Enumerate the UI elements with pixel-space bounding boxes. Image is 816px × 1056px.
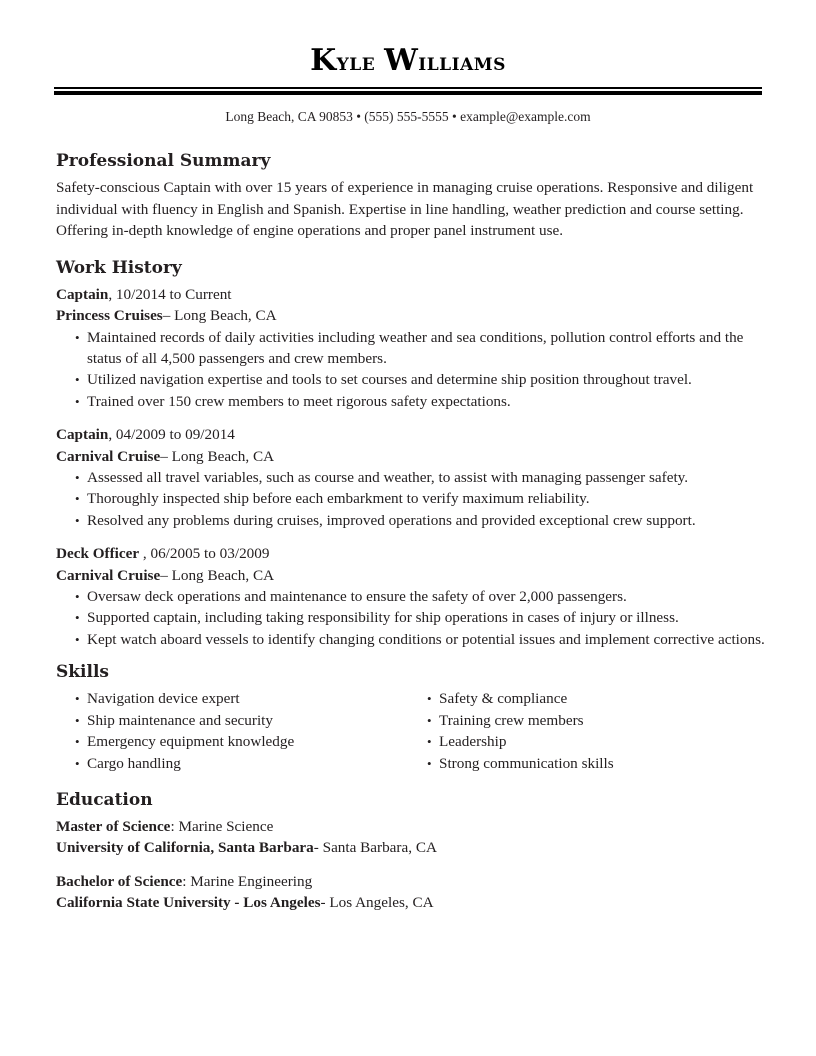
skill-item: [408, 710, 760, 731]
education-entry: [56, 871, 772, 914]
job-company: Princess Cruises: [56, 307, 163, 325]
job-company-line: [56, 565, 772, 586]
bullet-text: Utilized navigation expertise and tools to set courses and determine ship position throughout travel.: [87, 371, 692, 389]
skill-item: [56, 688, 408, 709]
skill-text: Safety & compliance: [439, 690, 568, 708]
skill-text: Emergency equipment knowledge: [87, 733, 295, 751]
section-title-summary: Professional Summary: [56, 151, 271, 171]
job-location: – Long Beach, CA: [160, 566, 275, 584]
bullet-icon: •: [75, 491, 80, 507]
bullet-icon: •: [75, 631, 80, 647]
job-entry: [56, 424, 772, 531]
job-entry: [56, 543, 772, 650]
job-title-line: [56, 543, 772, 564]
skill-item: [408, 753, 760, 774]
degree-name: Master of Science: [56, 817, 171, 835]
section-title-education: Education: [56, 789, 153, 810]
section-title-work-history: Work History: [56, 257, 182, 278]
school-line: [56, 892, 772, 913]
list-item: [56, 488, 772, 509]
resume-content: [56, 147, 772, 926]
job-location: – Long Beach, CA: [160, 447, 275, 465]
skill-item: [408, 688, 760, 709]
job-dates: , 04/2009 to 09/2014: [108, 426, 235, 444]
job-bullets: [56, 467, 772, 531]
job-bullets: [56, 586, 772, 650]
list-item: [56, 391, 772, 412]
job-company: Carnival Cruise: [56, 447, 161, 465]
job-dates: , 06/2005 to 03/2009: [139, 545, 270, 563]
school-name: University of California, Santa Barbara: [56, 839, 314, 857]
contact-line: Long Beach, CA 90853 • (555) 555-5555 • example@example.com: [225, 109, 591, 124]
bullet-text: Thoroughly inspected ship before each embarkment to verify maximum reliability.: [87, 490, 590, 508]
bullet-text: Trained over 150 crew members to meet rigorous safety expectations.: [87, 392, 511, 410]
skill-text: Navigation device expert: [87, 690, 240, 708]
name-initial-last: W: [384, 43, 419, 78]
skill-text: Cargo handling: [87, 754, 181, 772]
section-title-skills: Skills: [56, 662, 110, 683]
bullet-text: Supported captain, including taking responsibility for ship operations in cases of injury or illness.: [87, 609, 679, 627]
job-entry: [56, 284, 772, 412]
job-location: – Long Beach, CA: [162, 307, 277, 325]
bullet-icon: •: [75, 393, 80, 409]
education-section: [56, 786, 772, 914]
skill-text: Ship maintenance and security: [87, 711, 273, 729]
list-item: [56, 467, 772, 488]
job-role: Captain: [56, 426, 109, 444]
skill-text: Strong communication skills: [439, 754, 614, 772]
bullet-icon: •: [427, 734, 432, 750]
name-first-rest: yle: [336, 47, 376, 76]
bullet-icon: •: [75, 512, 80, 528]
summary-section: [56, 147, 772, 242]
bullet-text: Kept watch aboard vessels to identify changing conditions or potential issues and implement corrective actions.: [87, 630, 765, 648]
degree-line: [56, 871, 772, 892]
job-company: Carnival Cruise: [56, 566, 161, 584]
job-title-line: [56, 284, 772, 305]
skill-item: [56, 753, 408, 774]
job-role: Captain: [56, 285, 109, 303]
bullet-icon: •: [75, 329, 80, 345]
header-divider-thin: [54, 87, 762, 89]
bullet-icon: •: [427, 691, 432, 707]
list-item: [56, 629, 772, 650]
bullet-icon: •: [75, 755, 80, 771]
skills-column-right: [408, 688, 760, 774]
skill-text: Leadership: [439, 733, 507, 751]
job-dates: , 10/2014 to Current: [108, 285, 232, 303]
list-item: [56, 607, 772, 628]
bullet-icon: •: [75, 610, 80, 626]
bullet-icon: •: [427, 712, 432, 728]
skills-columns: [56, 688, 772, 774]
name-last-rest: illiams: [418, 47, 506, 76]
job-company-line: [56, 305, 772, 326]
education-entry: [56, 816, 772, 859]
school-line: [56, 837, 772, 858]
degree-field: : Marine Engineering: [182, 872, 313, 890]
bullet-text: Maintained records of daily activities including weather and sea conditions, pollution control efforts and the status of all 4,500 passengers and crew members.: [87, 328, 744, 367]
school-name: California State University - Los Angeles: [56, 894, 321, 912]
school-location: - Los Angeles, CA: [320, 894, 434, 912]
bullet-icon: •: [75, 734, 80, 750]
job-title-line: [56, 424, 772, 445]
skills-column-left: [56, 688, 408, 774]
list-item: [56, 327, 772, 370]
bullet-icon: •: [75, 691, 80, 707]
degree-name: Bachelor of Science: [56, 872, 183, 890]
header-divider-thick: [54, 91, 762, 95]
job-company-line: [56, 446, 772, 467]
list-item: [56, 510, 772, 531]
skill-item: [56, 731, 408, 752]
skill-text: Training crew members: [439, 711, 584, 729]
work-history-section: [56, 254, 772, 651]
candidate-name: [0, 43, 816, 78]
degree-line: [56, 816, 772, 837]
job-role: Deck Officer: [56, 545, 140, 563]
school-location: - Santa Barbara, CA: [313, 839, 437, 857]
summary-text: Safety-conscious Captain with over 15 years of experience in managing cruise operations. Responsive and diligent individual with fluency in English and Spanish. Expertise in line handling, weather prediction and course setting. Offering in-depth knowledge of engine operations and proper panel instrument use.: [56, 179, 754, 240]
bullet-icon: •: [75, 712, 80, 728]
skills-section: [56, 658, 772, 774]
bullet-icon: •: [75, 589, 80, 605]
bullet-text: Assessed all travel variables, such as course and weather, to assist with managing passenger safety.: [87, 469, 689, 487]
job-bullets: [56, 327, 772, 413]
bullet-icon: •: [75, 372, 80, 388]
degree-field: : Marine Science: [170, 817, 274, 835]
bullet-text: Oversaw deck operations and maintenance to ensure the safety of over 2,000 passengers.: [87, 588, 627, 606]
list-item: [56, 369, 772, 390]
name-initial-first: K: [310, 43, 337, 78]
list-item: [56, 586, 772, 607]
skill-item: [408, 731, 760, 752]
skill-item: [56, 710, 408, 731]
bullet-icon: •: [427, 755, 432, 771]
bullet-icon: •: [75, 470, 80, 486]
bullet-text: Resolved any problems during cruises, improved operations and provided exceptional crew support.: [87, 511, 696, 529]
